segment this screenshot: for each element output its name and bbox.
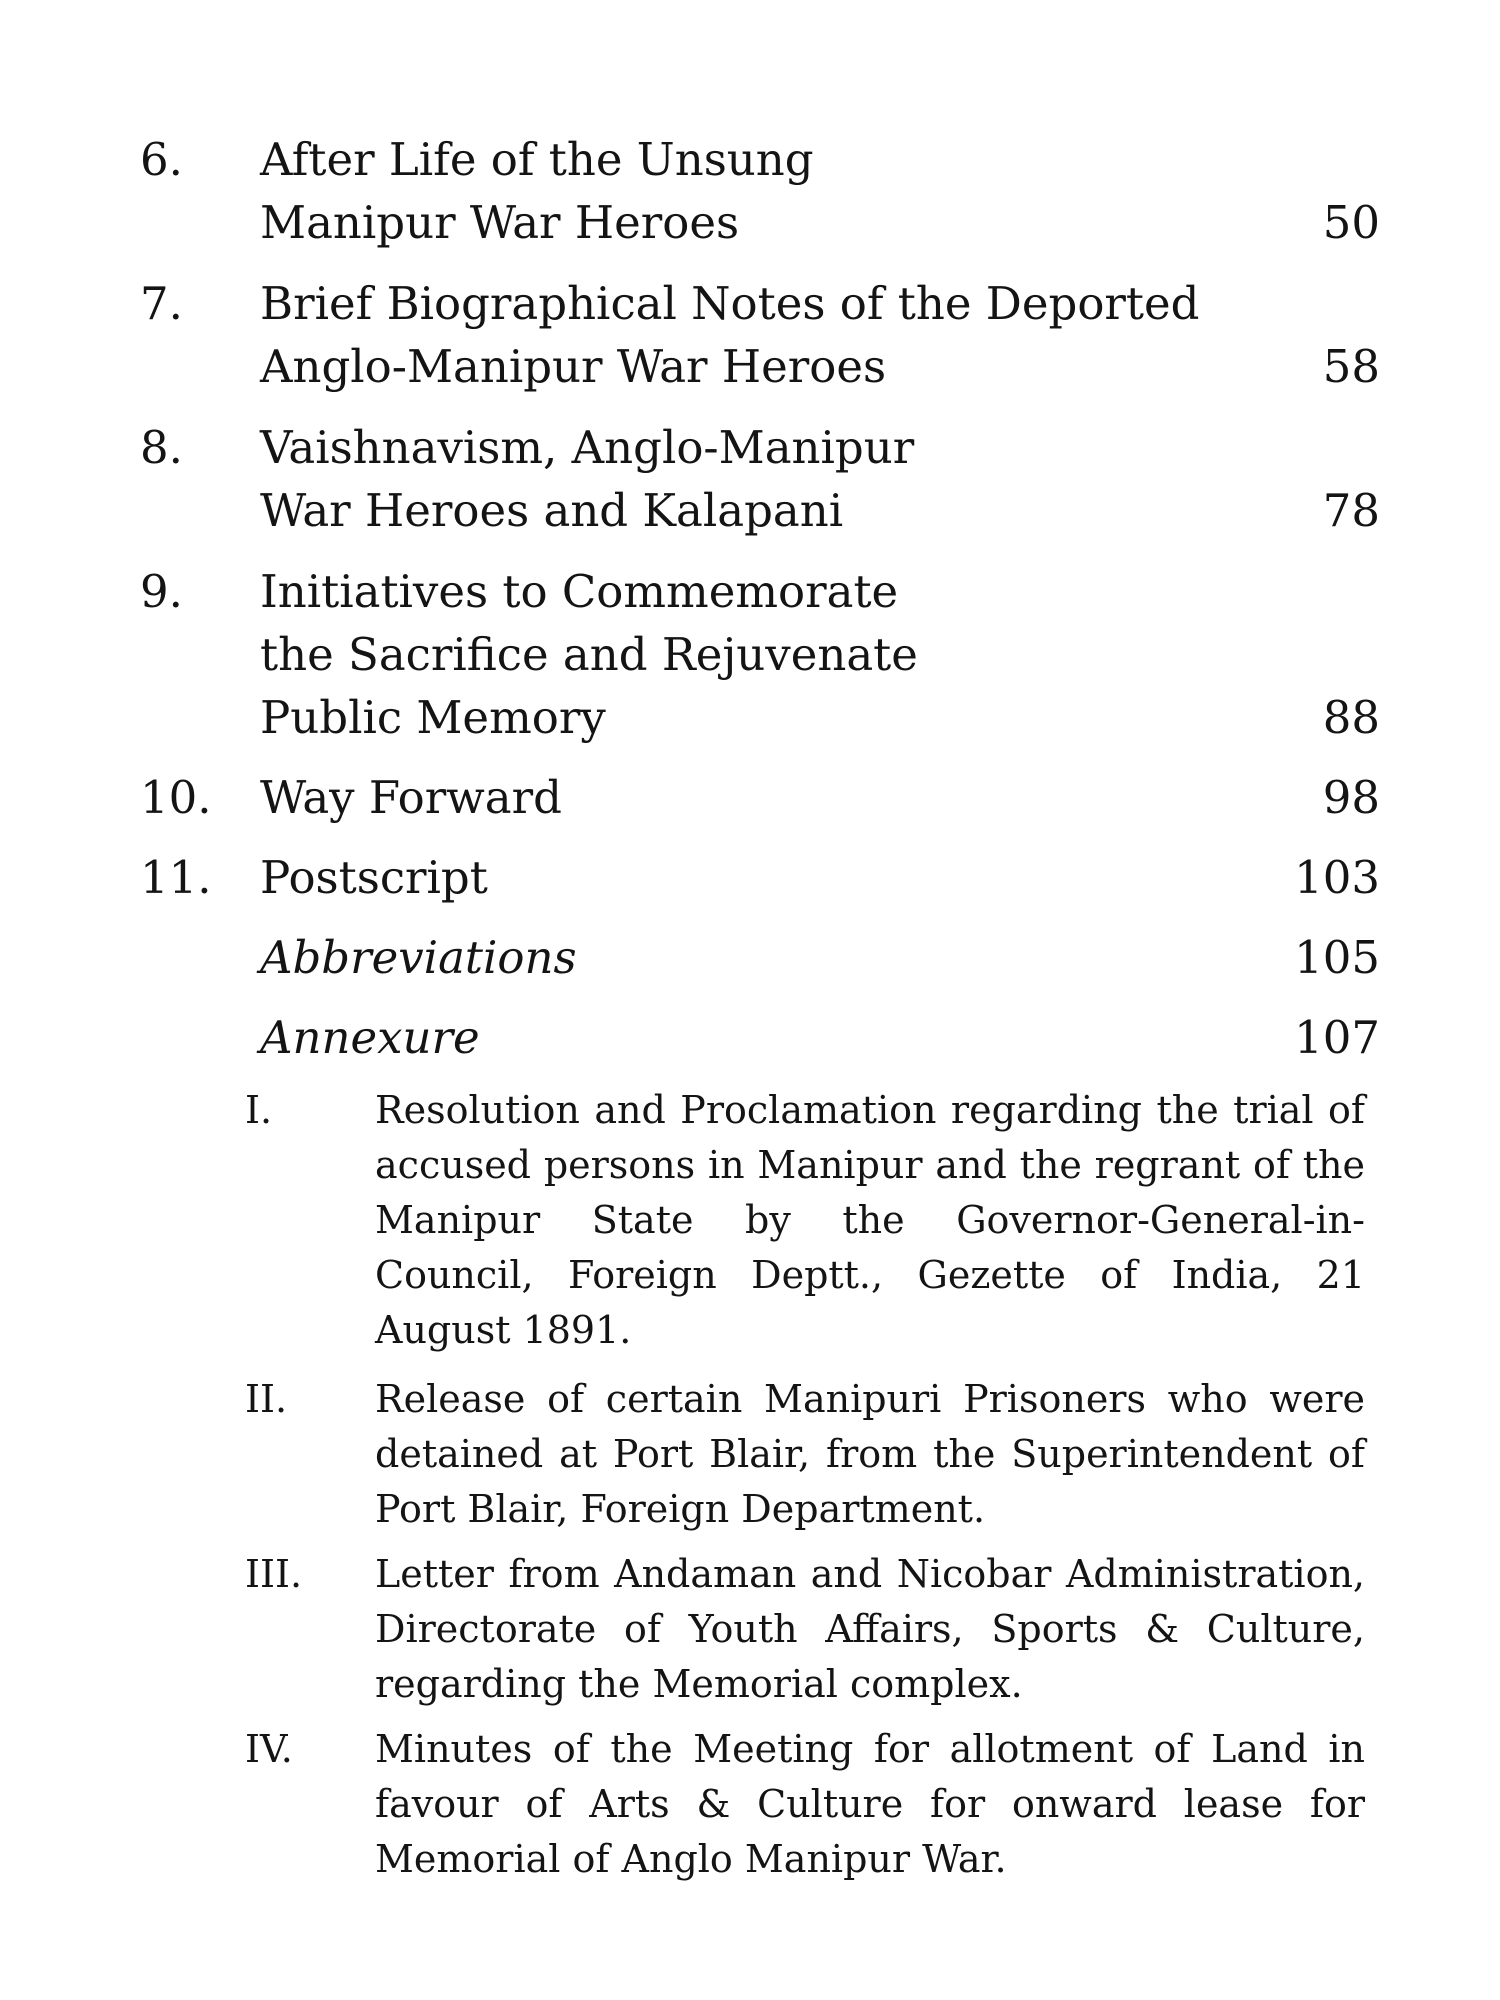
toc-entry-page-number: 107 [1294,1011,1380,1064]
toc-entry-number: 6. [140,133,183,186]
toc-entry-title [260,766,1220,829]
abbreviations-title: Abbreviations [260,931,577,984]
toc-entry-title [260,926,1220,989]
annexure-item-numeral: II. [245,1377,288,1421]
annexure-item-text: Letter from Andaman and Nicobar Administration, Directorate of Youth Affairs, Sports & Culture, regarding the Memorial complex. [375,1552,1365,1706]
toc-entry-number: 10. [140,771,212,824]
toc-entry-title-line: Public Memory [260,691,606,744]
toc-entry-title-line: War Heroes and Kalapani [260,484,844,537]
annexure-title: Annexure [260,1011,480,1064]
toc-entry-title-line: Postscript [260,851,488,904]
toc-entry-page-number: 50 [1322,196,1380,249]
toc-entry-title [260,846,1220,909]
toc-entry-title-line: the Sacrifice and Rejuvenate [260,628,918,681]
toc-entry-title [260,416,1220,542]
toc-entry-page-number: 98 [1322,771,1380,824]
toc-entry-page-number: 78 [1322,484,1380,537]
toc-entry-page-number: 88 [1322,691,1380,744]
toc-entry-title-line: Anglo-Manipur War Heroes [260,340,887,393]
toc-entry-title-line: Way Forward [260,771,562,824]
annexure-item-numeral: IV. [245,1727,293,1771]
annexure-item-text: Minutes of the Meeting for allotment of Land in favour of Arts & Culture for onward lease for Memorial of Anglo Manipur War. [375,1727,1365,1881]
toc-entry-page-number: 105 [1294,931,1380,984]
toc-entry-number: 9. [140,565,183,618]
toc-entry-title [260,128,1220,254]
toc-entry-page-number: 58 [1322,340,1380,393]
toc-entry-number: 7. [140,277,183,330]
toc-entry-title-line: Brief Biographical Notes of the Deported [260,277,1200,330]
annexure-item-numeral: I. [245,1088,273,1132]
toc-entry-title [260,272,1220,398]
toc-entry-title-line: Initiatives to Commemorate [260,565,899,618]
toc-entry-number: 11. [140,851,212,904]
toc-entry-title-line: Vaishnavism, Anglo-Manipur [260,421,915,474]
annexure-item-numeral: III. [245,1552,303,1596]
annexure-item-text: Release of certain Manipuri Prisoners who were detained at Port Blair, from the Superintendent of Port Blair, Foreign Department. [375,1377,1365,1531]
toc-entry-title-line: Manipur War Heroes [260,196,740,249]
toc-entry-number: 8. [140,421,183,474]
annexure-item-text: Resolution and Proclamation regarding the trial of accused persons in Manipur and the regrant of the Manipur State by the Governor-General-in-Council, Foreign Deptt., Gezette of India, 21 August 1891. [375,1088,1365,1352]
toc-entry-page-number: 103 [1294,851,1380,904]
toc-entry-title [260,1006,1220,1069]
toc-entry-title-line: After Life of the Unsung [260,133,814,186]
toc-entry-title [260,560,1220,749]
